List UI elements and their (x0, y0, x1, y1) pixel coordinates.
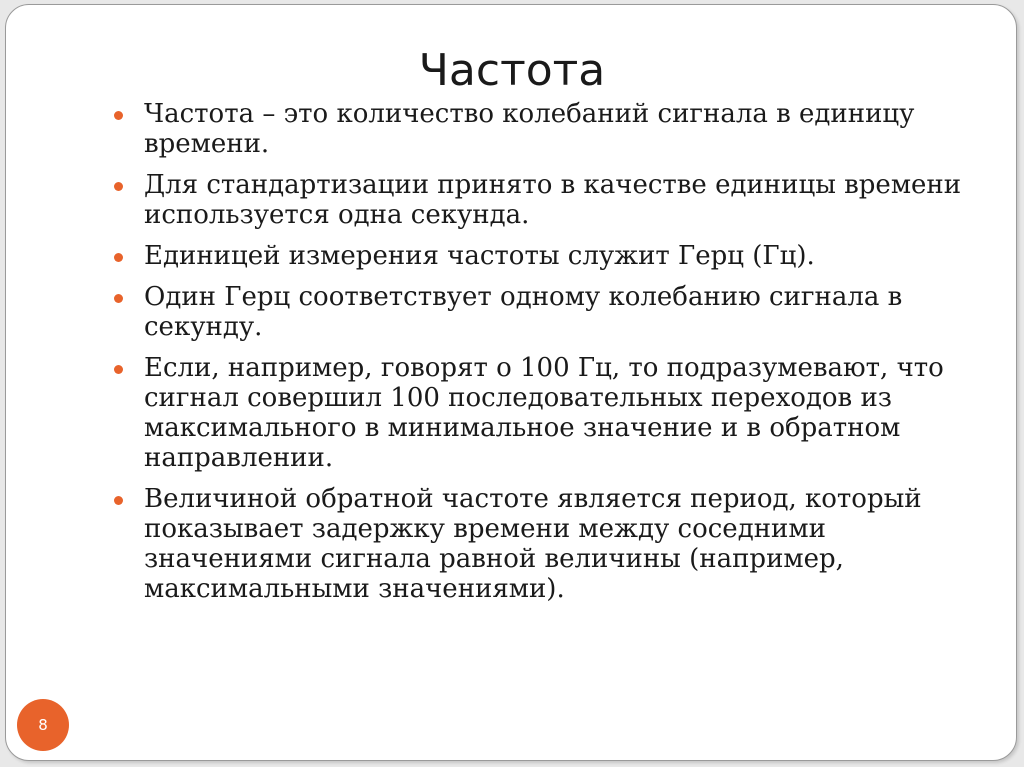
slide-title: Частота (418, 45, 606, 96)
bullet-list (114, 99, 984, 615)
bullet-text: Для стандартизации принято в качестве единицы времени используется одна секунда. (144, 170, 962, 230)
bullet-text: Если, например, говорят о 100 Гц, то подразумевают, что сигнал совершил 100 последовательных переходов из максимального в минимальное значение и в обратном направлении. (144, 353, 944, 473)
bullet-item (114, 484, 984, 604)
bullet-dot-icon (114, 496, 123, 505)
bullet-item (114, 353, 984, 473)
bullet-item (114, 282, 984, 342)
bullet-dot-icon (114, 253, 123, 262)
bullet-text: Один Герц соответствует одному колебанию сигнала в секунду. (144, 282, 903, 342)
bullet-item (114, 170, 984, 230)
bullet-text: Единицей измерения частоты служит Герц (Гц). (144, 241, 815, 271)
bullet-dot-icon (114, 365, 123, 374)
bullet-text: Величиной обратной частоте является период, который показывает задержку времени между соседними значениями сигнала равной величины (например, максимальными значениями). (144, 484, 922, 604)
bullet-text: Частота – это количество колебаний сигнала в единицу времени. (144, 99, 915, 159)
page-number-badge: 8 (17, 699, 69, 751)
bullet-item (114, 241, 984, 271)
bullet-dot-icon (114, 182, 123, 191)
slide (5, 4, 1017, 761)
bullet-dot-icon (114, 294, 123, 303)
bullet-dot-icon (114, 111, 123, 120)
bullet-item (114, 99, 984, 159)
